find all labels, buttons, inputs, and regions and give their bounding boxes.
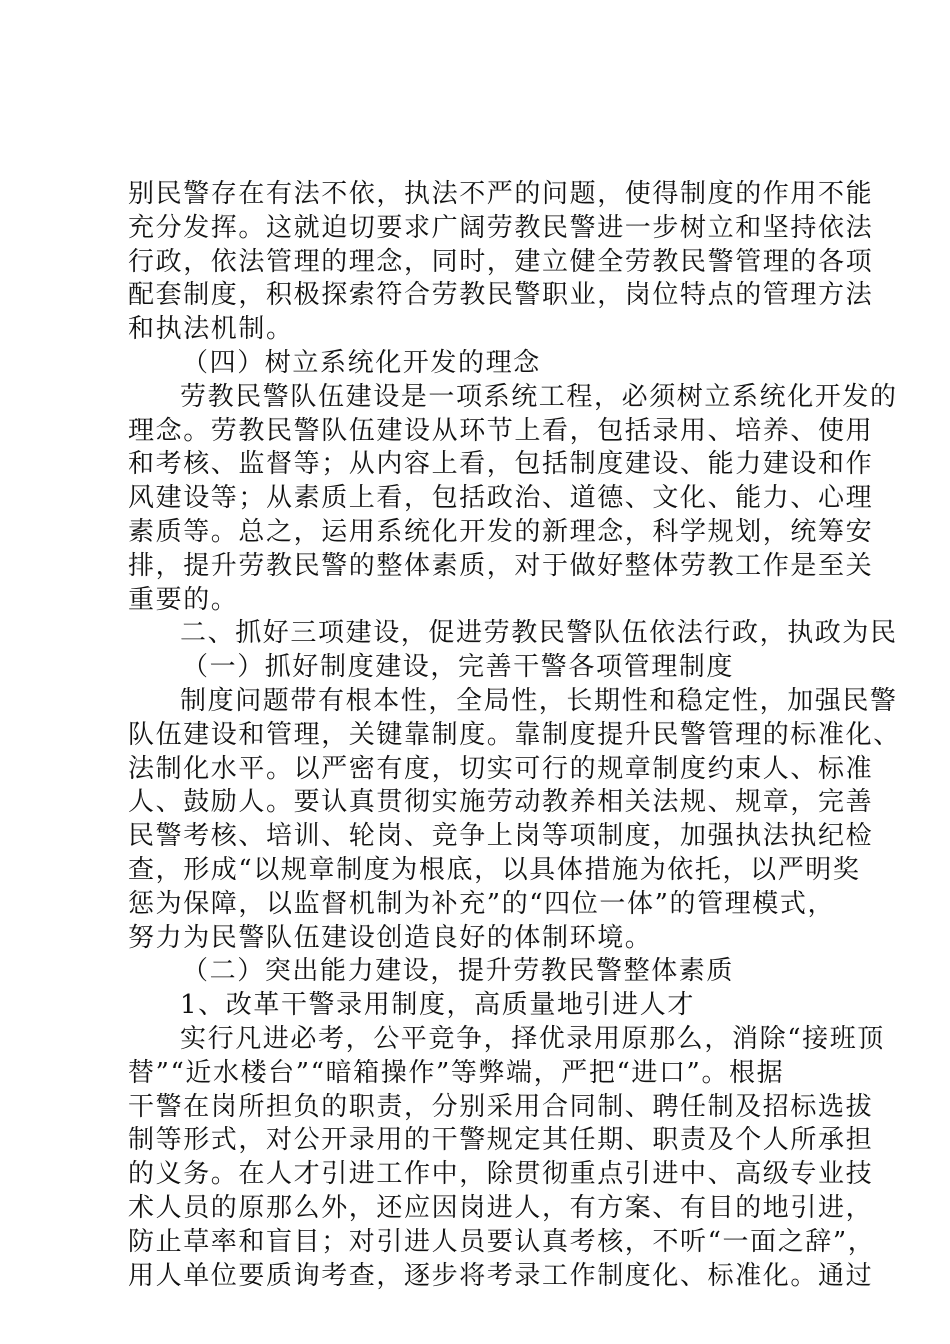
text-line: （一）抓好制度建设，完善干警各项管理制度 bbox=[182, 652, 735, 683]
text-line: 干警在岗所担负的职责，分别采用合同制、聘任制及招标选拔 bbox=[128, 1091, 874, 1122]
text-line: 配套制度，积极探索符合劳教民警职业，岗位特点的管理方法 bbox=[128, 280, 874, 311]
text-line: 1、改革干警录用制度，高质量地引进人才 bbox=[180, 990, 695, 1021]
text-line: 和考核、监督等；从内容上看，包括制度建设、能力建设和作 bbox=[128, 449, 874, 480]
text-line: 充分发挥。这就迫切要求广阔劳教民警进一步树立和坚持依法 bbox=[128, 212, 874, 243]
text-line: 用人单位要质询考查，逐步将考录工作制度化、标准化。通过 bbox=[128, 1260, 874, 1291]
text-line: 排，提升劳教民警的整体素质，对于做好整体劳教工作是至关 bbox=[128, 550, 874, 581]
text-line: 人、鼓励人。要认真贯彻实施劳动教养相关法规、规章，完善 bbox=[128, 787, 874, 818]
text-line: 和执法机制。 bbox=[128, 314, 294, 345]
text-line: （四）树立系统化开发的理念 bbox=[182, 347, 541, 378]
text-line: 法制化水平。以严密有度，切实可行的规章制度约束人、标准 bbox=[128, 753, 874, 784]
text-line: 惩为保障，以监督机制为补充”的“四位一体”的管理模式， bbox=[128, 888, 836, 919]
text-line: 行政，依法管理的理念，同时，建立健全劳教民警管理的各项 bbox=[128, 246, 874, 277]
text-line: 替”“近水楼台”“暗箱操作”等弊端，严把“进口”。根据 bbox=[128, 1057, 785, 1088]
text-line: 别民警存在有法不依，执法不严的问题，使得制度的作用不能 bbox=[128, 179, 874, 209]
text-line: 风建设等；从素质上看，包括政治、道德、文化、能力、心理 bbox=[128, 483, 874, 514]
text-line: 实行凡进必考，公平竞争，择优录用原那么，消除“接班顶 bbox=[180, 1023, 885, 1054]
text-line: 队伍建设和管理，关键靠制度。靠制度提升民警管理的标准化、 bbox=[128, 719, 901, 750]
text-line: 努力为民警队伍建设创造良好的体制环境。 bbox=[128, 922, 653, 953]
text-line: 重要的。 bbox=[128, 584, 239, 615]
text-line: 制等形式，对公开录用的干警规定其任期、职责及个人所承担 bbox=[128, 1125, 874, 1156]
text-line: 查，形成“以规章制度为根底，以具体措施为依托，以严明奖 bbox=[128, 854, 861, 885]
text-line: 的义务。在人才引进工作中，除贯彻重点引进中、高级专业技 bbox=[128, 1159, 874, 1190]
text-line: 防止草率和盲目；对引进人员要认真考核，不听“一面之辞”， bbox=[128, 1226, 876, 1257]
text-line: 术人员的原那么外，还应因岗进人，有方案、有目的地引进， bbox=[128, 1192, 874, 1223]
text-line: 制度问题带有根本性，全局性，长期性和稳定性，加强民警 bbox=[180, 685, 898, 716]
document-body bbox=[128, 178, 901, 1293]
text-line: 理念。劳教民警队伍建设从环节上看，包括录用、培养、使用 bbox=[128, 415, 874, 446]
text-line: 劳教民警队伍建设是一项系统工程，必须树立系统化开发的 bbox=[180, 381, 898, 412]
text-line: （二）突出能力建设，提升劳教民警整体素质 bbox=[182, 956, 735, 987]
text-line: 素质等。总之，运用系统化开发的新理念，科学规划，统筹安 bbox=[128, 516, 874, 547]
text-line: 民警考核、培训、轮岗、竞争上岗等项制度，加强执法执纪检 bbox=[128, 821, 874, 852]
text-line: 二、抓好三项建设，促进劳教民警队伍依法行政，执政为民 bbox=[180, 618, 898, 649]
